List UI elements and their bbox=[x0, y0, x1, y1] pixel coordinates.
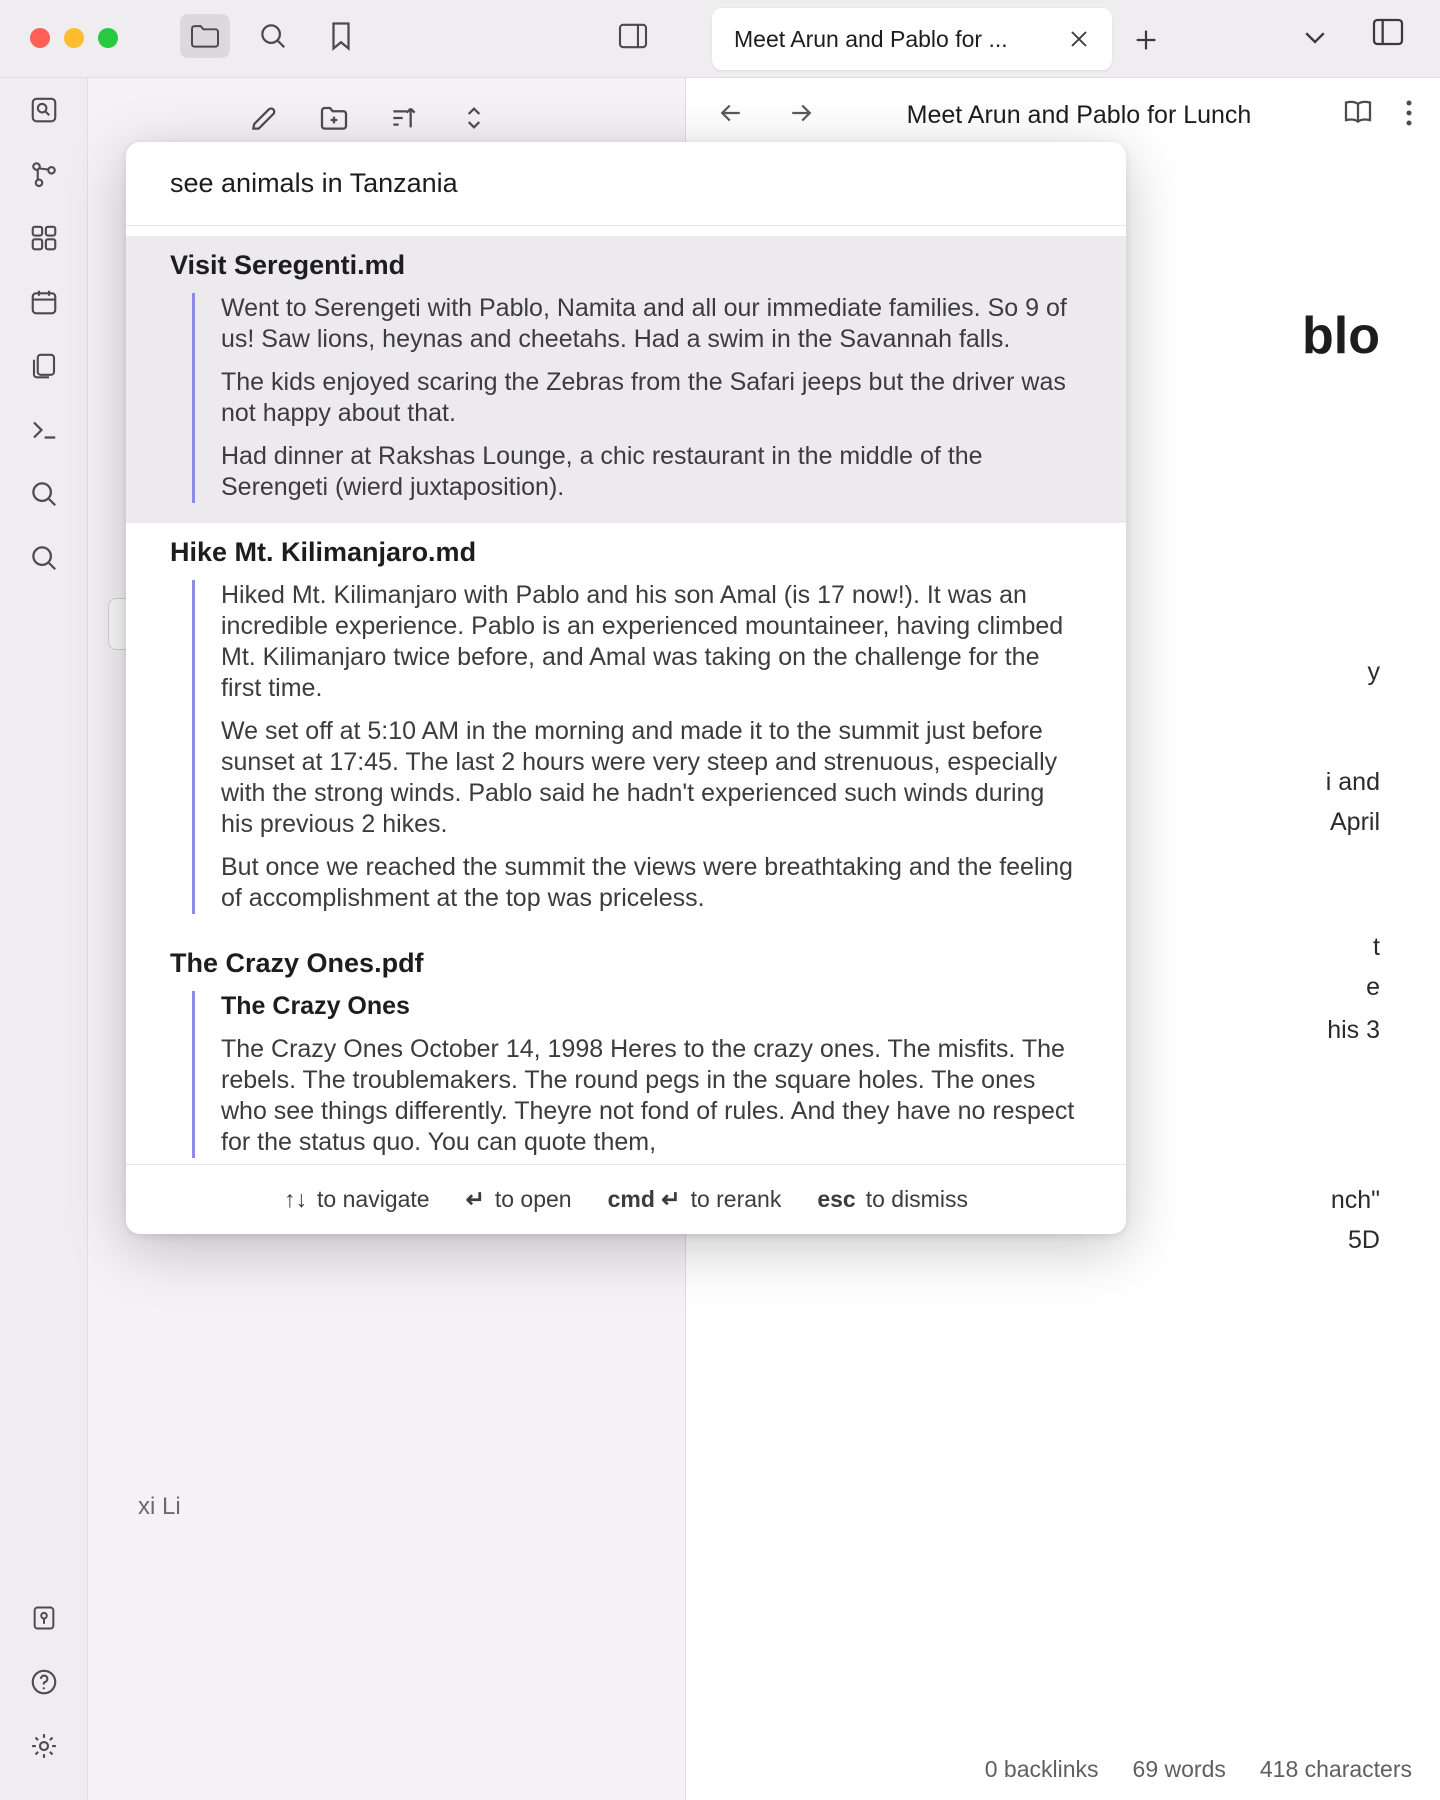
hint-label: to dismiss bbox=[865, 1186, 968, 1212]
new-folder-icon[interactable] bbox=[318, 102, 350, 139]
word-count: 69 words bbox=[1132, 1755, 1226, 1782]
calendar-icon[interactable] bbox=[0, 270, 88, 334]
hint-rerank bbox=[608, 1186, 782, 1213]
document-text-fragment: e bbox=[1366, 973, 1380, 1001]
result-snippet bbox=[192, 991, 1082, 1158]
editor-actions bbox=[1342, 98, 1414, 133]
result-paragraph: Had dinner at Rakshas Lounge, a chic restaurant in the middle of the Serengeti (wierd juxtaposition). bbox=[221, 442, 983, 501]
status-bar bbox=[957, 1738, 1440, 1800]
backlinks-count: 0 backlinks bbox=[984, 1755, 1099, 1782]
hint-label: to open bbox=[494, 1186, 572, 1212]
hint-label: to rerank bbox=[690, 1186, 782, 1212]
result-paragraph: Went to Serengeti with Pablo, Namita and all our immediate families. So 9 of us! Saw lions, heynas and cheetahs. Had a swim in the Savannah falls. bbox=[221, 294, 1067, 353]
result-title: The Crazy Ones.pdf bbox=[170, 948, 424, 978]
result-paragraph: We set off at 5:10 AM in the morning and made it to the summit just before sunset at 17:45. The last 2 hours were very steep and strenuous, especially with the strong winds. Pablo said he hadn't experienced such winds during his previous 2 hikes. bbox=[221, 717, 1058, 838]
collapse-icon[interactable] bbox=[458, 102, 490, 139]
hint-key: esc bbox=[817, 1186, 856, 1212]
sort-icon[interactable] bbox=[388, 102, 420, 139]
more-vertical-icon[interactable] bbox=[1404, 98, 1414, 133]
search-results-list[interactable] bbox=[126, 226, 1126, 1164]
traffic-lights bbox=[30, 28, 118, 48]
search-icon[interactable] bbox=[0, 462, 88, 526]
document-text-fragment: t bbox=[1373, 933, 1380, 961]
title-bar bbox=[0, 0, 1440, 78]
terminal-icon[interactable] bbox=[0, 398, 88, 462]
toggle-right-sidebar-icon[interactable] bbox=[1372, 18, 1404, 51]
new-tab-button[interactable] bbox=[1126, 20, 1166, 60]
dashboard-icon[interactable] bbox=[0, 206, 88, 270]
close-icon[interactable] bbox=[1062, 22, 1096, 56]
document-text-fragment: i and bbox=[1325, 768, 1380, 796]
hint-key: cmd ↵ bbox=[607, 1186, 681, 1212]
search-result-item[interactable] bbox=[126, 934, 1126, 1164]
hint-open bbox=[466, 1186, 572, 1213]
file-search-icon[interactable] bbox=[0, 78, 88, 142]
hint-label: to navigate bbox=[317, 1186, 430, 1212]
file-pane-toolbar bbox=[248, 102, 490, 139]
result-title: Visit Seregenti.md bbox=[170, 250, 406, 280]
result-snippet bbox=[192, 580, 1082, 914]
editor-toolbar bbox=[686, 78, 1440, 152]
search-overlay-footer bbox=[126, 1164, 1126, 1234]
back-button[interactable] bbox=[716, 98, 746, 133]
document-text-fragment: 5D bbox=[1348, 1226, 1380, 1254]
bookmark-icon[interactable] bbox=[316, 14, 366, 58]
result-paragraph: The Crazy Ones October 14, 1998 Heres to the crazy ones. The misfits. The rebels. The troublemakers. The round pegs in the square holes. The ones who see things differently. Theyre not fond of rules. And they have no respect for the status quo. You can quote them, bbox=[221, 1035, 1075, 1156]
toggle-left-sidebar-icon[interactable] bbox=[608, 14, 658, 58]
character-count: 418 characters bbox=[1259, 1755, 1412, 1782]
activity-bar-bottom bbox=[0, 1586, 88, 1778]
hint-navigate bbox=[284, 1186, 430, 1213]
result-paragraph: But once we reached the summit the views were breathtaking and the feeling of accomplishment at the top was priceless. bbox=[221, 853, 1073, 912]
result-paragraph: The Crazy Ones bbox=[221, 992, 410, 1020]
folder-icon[interactable] bbox=[180, 14, 230, 58]
minimize-window-button[interactable] bbox=[64, 28, 84, 48]
editor-nav bbox=[716, 98, 816, 133]
forward-button[interactable] bbox=[786, 98, 816, 133]
document-text-fragment: nch" bbox=[1330, 1186, 1380, 1214]
search-icon[interactable] bbox=[248, 14, 298, 58]
search-alt-icon[interactable] bbox=[0, 526, 88, 590]
pin-icon[interactable] bbox=[0, 1586, 88, 1650]
activity-bar bbox=[0, 78, 88, 1800]
search-overlay bbox=[126, 142, 1126, 1234]
editor-tab[interactable] bbox=[712, 8, 1112, 70]
result-title: Hike Mt. Kilimanjaro.md bbox=[170, 537, 477, 567]
chevron-down-icon[interactable] bbox=[1300, 22, 1330, 57]
file-pane-partial-text: xi Li bbox=[138, 1493, 181, 1520]
search-input[interactable]: see animals in Tanzania bbox=[126, 142, 1126, 226]
document-text-fragment: y bbox=[1367, 658, 1380, 686]
result-snippet bbox=[192, 293, 1082, 503]
page-title: Meet Arun and Pablo for Lunch bbox=[906, 100, 1252, 129]
document-text-fragment: his 3 bbox=[1327, 1016, 1380, 1044]
close-window-button[interactable] bbox=[30, 28, 50, 48]
document-text-fragment: April bbox=[1329, 808, 1380, 836]
tab-label: Meet Arun and Pablo for ... bbox=[734, 25, 1008, 52]
search-result-item[interactable] bbox=[126, 236, 1126, 523]
hint-key: ↵ bbox=[465, 1186, 485, 1212]
zoom-window-button[interactable] bbox=[98, 28, 118, 48]
documents-icon[interactable] bbox=[0, 334, 88, 398]
search-result-item[interactable] bbox=[126, 523, 1126, 934]
graph-icon[interactable] bbox=[0, 142, 88, 206]
settings-icon[interactable] bbox=[0, 1714, 88, 1778]
book-icon[interactable] bbox=[1342, 98, 1374, 133]
new-note-icon[interactable] bbox=[248, 102, 280, 139]
hint-dismiss bbox=[817, 1186, 968, 1213]
hint-key: ↑↓ bbox=[284, 1186, 308, 1212]
help-icon[interactable] bbox=[0, 1650, 88, 1714]
result-paragraph: The kids enjoyed scaring the Zebras from the Safari jeeps but the driver was not happy about that. bbox=[221, 368, 1066, 427]
titlebar-icon-group bbox=[180, 14, 366, 58]
document-heading-fragment: blo bbox=[1302, 307, 1380, 365]
result-paragraph: Hiked Mt. Kilimanjaro with Pablo and his son Amal (is 17 now!). It was an incredible experience. Pablo is an experienced mountaineer, having climbed Mt. Kilimanjaro twice before, and Amal was taking on the challenge for the first time. bbox=[221, 581, 1064, 702]
